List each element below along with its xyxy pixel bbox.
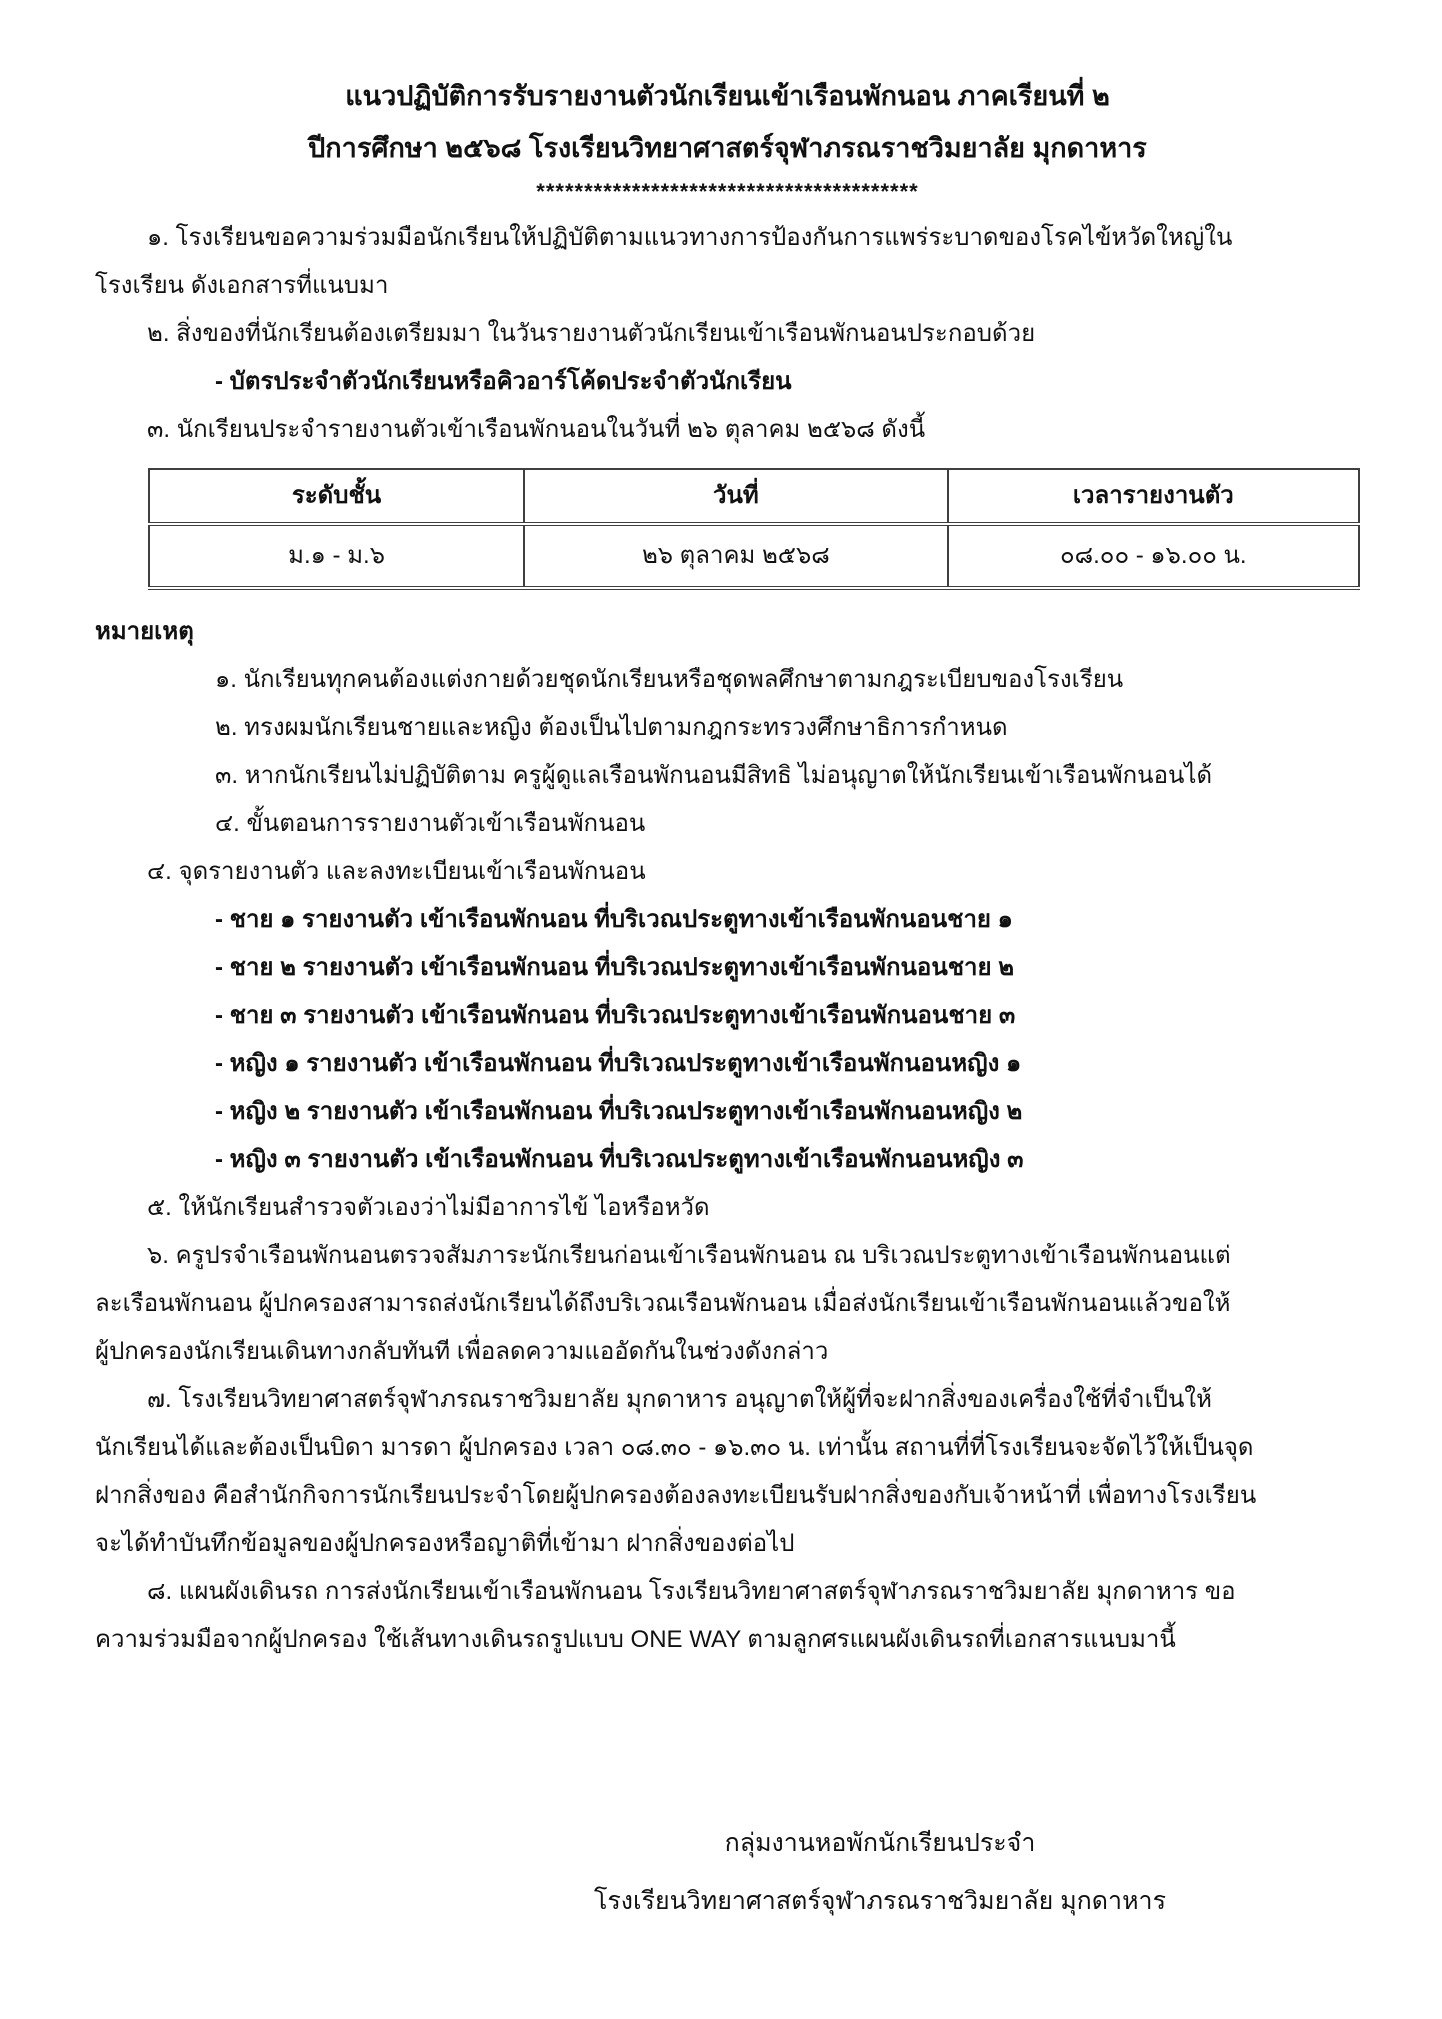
document-title bbox=[95, 70, 1360, 174]
paragraph-item-7-line-1: ๗. โรงเรียนวิทยาศาสตร์จุฬาภรณราชวิมยาลัย มุกดาหาร อนุญาตให้ผู้ที่จะฝากสิ่งของเครื่องใช้ที่จำเป็นให้ bbox=[147, 1386, 1212, 1413]
report-point-boys-2: - ชาย ๒ รายงานตัว เข้าเรือนพักนอน ที่บริเวณประตูทางเข้าเรือนพักนอนชาย ๒ bbox=[215, 954, 1015, 981]
paragraph-item-3: ๓. นักเรียนประจำรายงานตัวเข้าเรือนพักนอนในวันที่ ๒๖ ตุลาคม ๒๕๖๘ ดังนี้ bbox=[147, 416, 926, 443]
signature-department: กลุ่มงานหอพักนักเรียนประจำ bbox=[724, 1829, 1036, 1857]
notes-heading: หมายเหตุ bbox=[95, 618, 194, 645]
table-header-date: วันที่ bbox=[524, 469, 948, 524]
signature-block bbox=[560, 1814, 1200, 1930]
note-item-3: ๓. หากนักเรียนไม่ปฏิบัติตาม ครูผู้ดูแลเรือนพักนอนมีสิทธิ ไม่อนุญาตให้นักเรียนเข้าเรือนพักนอนได้ bbox=[215, 762, 1213, 789]
paragraph-item-2: ๒. สิ่งของที่นักเรียนต้องเตรียมมา ในวันรายงานตัวนักเรียนเข้าเรือนพักนอนประกอบด้วย bbox=[147, 320, 1036, 347]
paragraph-item-6-line-3: ผู้ปกครองนักเรียนเดินทางกลับทันที เพื่อลดความแออัดกันในช่วงดังกล่าว bbox=[95, 1338, 829, 1365]
report-point-girls-1: - หญิง ๑ รายงานตัว เข้าเรือนพักนอน ที่บริเวณประตูทางเข้าเรือนพักนอนหญิง ๑ bbox=[215, 1050, 1022, 1077]
document-title-line1: แนวปฏิบัติการรับรายงานตัวนักเรียนเข้าเรือนพักนอน ภาคเรียนที่ ๒ bbox=[345, 81, 1110, 111]
table-cell-report-time: ๐๘.๐๐ - ๑๖.๐๐ น. bbox=[948, 524, 1359, 588]
document-title-line2: ปีการศึกษา ๒๕๖๘ โรงเรียนวิทยาศาสตร์จุฬาภรณราชวิมยาลัย มุกดาหาร bbox=[308, 133, 1147, 163]
table-header-row bbox=[149, 469, 1359, 524]
table-header-report-time: เวลารายงานตัว bbox=[948, 469, 1359, 524]
paragraph-item-7-line-3: ฝากสิ่งของ คือสำนักกิจการนักเรียนประจำโดยผู้ปกครองต้องลงทะเบียนรับฝากสิ่งของกับเจ้าหน้าที่ เพื่อทางโรงเรียน bbox=[95, 1482, 1257, 1509]
note-item-4: ๔. ขั้นตอนการรายงานตัวเข้าเรือนพักนอน bbox=[215, 810, 646, 837]
report-point-boys-1: - ชาย ๑ รายงานตัว เข้าเรือนพักนอน ที่บริเวณประตูทางเข้าเรือนพักนอนชาย ๑ bbox=[215, 906, 1013, 933]
paragraph-item-1-line-2: โรงเรียน ดังเอกสารที่แนบมา bbox=[95, 272, 389, 299]
report-schedule-table bbox=[148, 468, 1360, 590]
paragraph-item-4: ๔. จุดรายงานตัว และลงทะเบียนเข้าเรือนพักนอน bbox=[147, 858, 646, 885]
paragraph-item-6-line-1: ๖. ครูปรจำเรือนพักนอนตรวจสัมภาระนักเรียนก่อนเข้าเรือนพักนอน ณ บริเวณประตูทางเข้าเรือนพักนอนแต่ bbox=[147, 1242, 1231, 1269]
table-header-grade-level: ระดับชั้น bbox=[149, 469, 524, 524]
note-item-1: ๑. นักเรียนทุกคนต้องแต่งกายด้วยชุดนักเรียนหรือชุดพลศึกษาตามกฎระเบียบของโรงเรียน bbox=[215, 666, 1124, 693]
stars-divider: **************************************** bbox=[536, 179, 919, 204]
paragraph-item-8-line-2: ความร่วมมือจากผู้ปกครอง ใช้เส้นทางเดินรถรูปแบบ ONE WAY ตามลูกศรแผนผังเดินรถที่เอกสารแนบมานี้ bbox=[95, 1626, 1176, 1653]
paragraph-item-7-line-2: นักเรียนได้และต้องเป็นบิดา มารดา ผู้ปกครอง เวลา ๐๘.๓๐ - ๑๖.๓๐ น. เท่านั้น สถานที่ที่โรงเรียนจะจัดไว้ให้เป็นจุด bbox=[95, 1434, 1254, 1461]
paragraph-item-8-line-1: ๘. แผนผังเดินรถ การส่งนักเรียนเข้าเรือนพักนอน โรงเรียนวิทยาศาสตร์จุฬาภรณราชวิมยาลัย มุกดาหาร ขอ bbox=[147, 1578, 1236, 1605]
report-point-boys-3: - ชาย ๓ รายงานตัว เข้าเรือนพักนอน ที่บริเวณประตูทางเข้าเรือนพักนอนชาย ๓ bbox=[215, 1002, 1016, 1029]
paragraph-item-7-line-4: จะได้ทำบันทึกข้อมูลของผู้ปกครองหรือญาติที่เข้ามา ฝากสิ่งของต่อไป bbox=[95, 1530, 795, 1557]
signature-school-name: โรงเรียนวิทยาศาสตร์จุฬาภรณราชวิมยาลัย มุกดาหาร bbox=[593, 1887, 1167, 1915]
table-cell-grade-level: ม.๑ - ม.๖ bbox=[149, 524, 524, 588]
table-row bbox=[149, 524, 1359, 588]
item-2-bullet-student-card: - บัตรประจำตัวนักเรียนหรือคิวอาร์โค้ดประจำตัวนักเรียน bbox=[215, 368, 792, 395]
note-item-2: ๒. ทรงผมนักเรียนชายและหญิง ต้องเป็นไปตามกฎกระทรวงศึกษาธิการกำหนด bbox=[215, 714, 1008, 741]
paragraph-item-5: ๕. ให้นักเรียนสำรวจตัวเองว่าไม่มีอาการไข้ ไอหรือหวัด bbox=[147, 1194, 710, 1221]
report-point-girls-3: - หญิง ๓ รายงานตัว เข้าเรือนพักนอน ที่บริเวณประตูทางเข้าเรือนพักนอนหญิง ๓ bbox=[215, 1146, 1024, 1173]
paragraph-item-6-line-2: ละเรือนพักนอน ผู้ปกครองสามารถส่งนักเรียนได้ถึงบริเวณเรือนพักนอน เมื่อส่งนักเรียนเข้าเรือนพักนอนแล้วขอให้ bbox=[95, 1290, 1231, 1317]
report-point-girls-2: - หญิง ๒ รายงานตัว เข้าเรือนพักนอน ที่บริเวณประตูทางเข้าเรือนพักนอนหญิง ๒ bbox=[215, 1098, 1023, 1125]
document-body bbox=[95, 214, 1360, 1664]
table-cell-date: ๒๖ ตุลาคม ๒๕๖๘ bbox=[524, 524, 948, 588]
paragraph-item-1-line-1: ๑. โรงเรียนขอความร่วมมือนักเรียนให้ปฏิบัติตามแนวทางการป้องกันการแพร่ระบาดของโรคไข้หวัดใหญ่ใน bbox=[147, 224, 1233, 251]
